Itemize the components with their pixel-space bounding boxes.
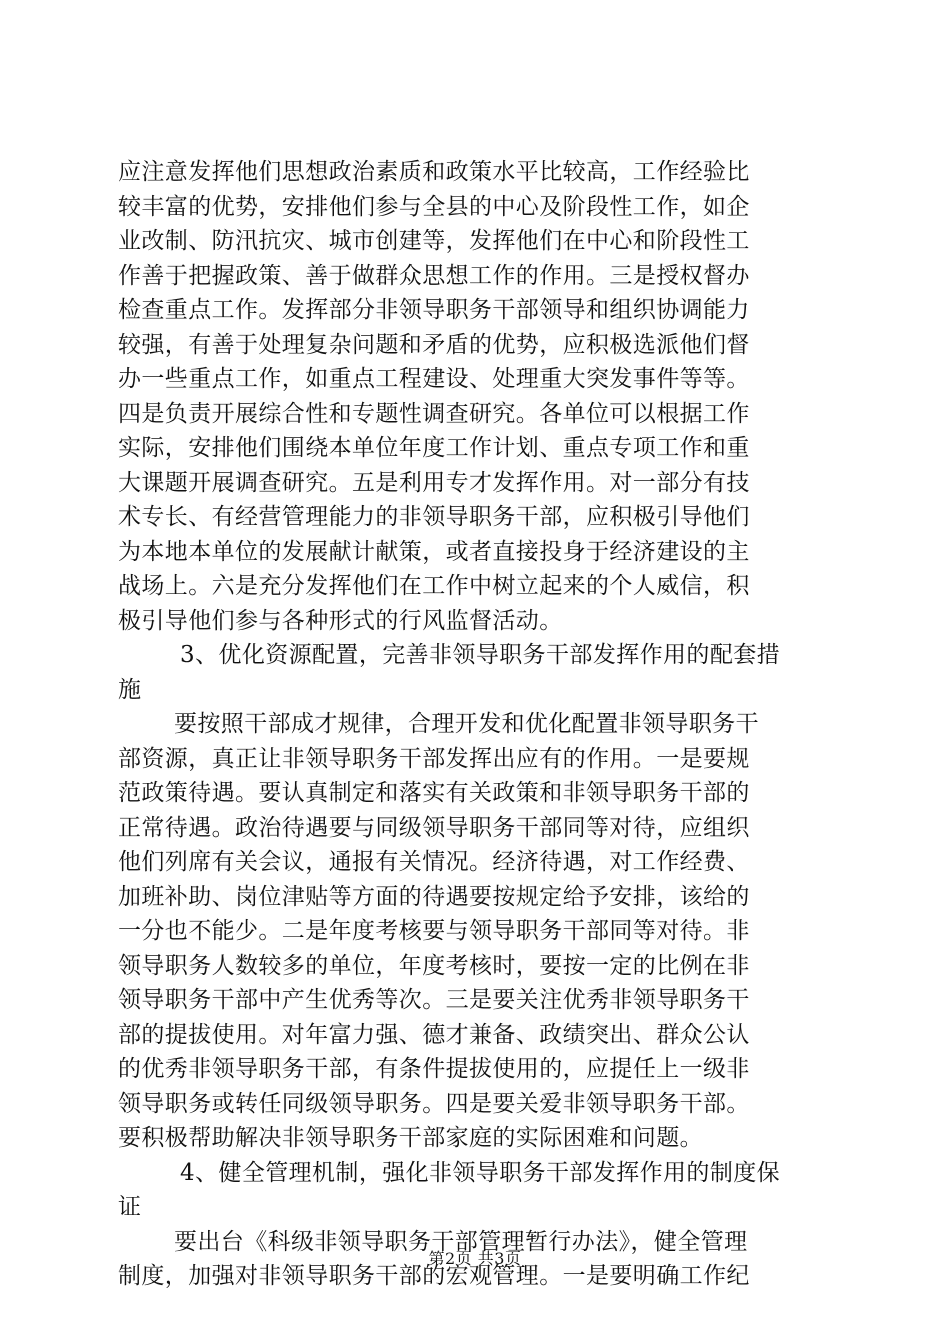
text-line: 领导职务人数较多的单位，年度考核时，要按一定的比例在非 [118,952,750,979]
text-line: 大课题开展调查研究。五是利用专才发挥作用。对一部分有技 [118,469,750,496]
text-line: 一分也不能少。二是年度考核要与领导职务干部同等对待。非 [118,918,750,944]
section-heading-4-continued: 证 [118,1194,142,1220]
text-line: 领导职务干部中产生优秀等次。三是要关注优秀非领导职务干 [118,987,750,1013]
text-line: 极引导他们参与各种形式的行风监督活动。 [118,607,563,634]
text-line: 较丰富的优势，安排他们参与全县的中心及阶段性工作，如企 [118,193,750,220]
text-line: 要积极帮助解决非领导职务干部家庭的实际困难和问题。 [118,1125,703,1151]
text-line: 制度，加强对非领导职务干部的宏观管理。一是要明确工作纪 [118,1263,750,1289]
text-line: 部的提拔使用。对年富力强、德才兼备、政绩突出、群众公认 [118,1021,750,1048]
text-line: 他们列席有关会议，通报有关情况。经济待遇，对工作经费、 [118,849,750,875]
section-heading-4: 4、健全管理机制，强化非领导职务干部发挥作用的制度保 [180,1159,781,1186]
document-body [118,155,832,1294]
text-line: 正常待遇。政治待遇要与同级领导职务干部同等对待，应组织 [118,814,750,841]
text-line: 较强，有善于处理复杂问题和矛盾的优势，应积极选派他们督 [118,331,750,358]
text-line: 加班补助、岗位津贴等方面的待遇要按规定给予安排，该给的 [118,883,750,910]
text-line: 实际，安排他们围绕本单位年度工作计划、重点专项工作和重 [118,435,750,461]
text-line: 范政策待遇。要认真制定和落实有关政策和非领导职务干部的 [118,780,750,806]
text-line: 要出台《科级非领导职务干部管理暂行办法》，健全管理 [174,1228,748,1255]
text-line: 为本地本单位的发展献计献策，或者直接投身于经济建设的主 [118,538,750,565]
text-line: 业改制、防汛抗灾、城市创建等，发挥他们在中心和阶段性工 [118,228,750,254]
text-line: 部资源，真正让非领导职务干部发挥出应有的作用。一是要规 [118,745,750,772]
section-heading-3-continued: 施 [118,676,142,703]
text-line: 检查重点工作。发挥部分非领导职务干部领导和组织协调能力 [118,297,750,323]
text-line: 的优秀非领导职务干部，有条件提拔使用的，应提任上一级非 [118,1056,750,1082]
text-line: 领导职务或转任同级领导职务。四是要关爱非领导职务干部。 [118,1090,750,1117]
text-line: 要按照干部成才规律，合理开发和优化配置非领导职务干 [174,711,759,737]
section-heading-3: 3、优化资源配置，完善非领导职务干部发挥作用的配套措 [180,642,781,668]
text-line: 作善于把握政策、善于做群众思想工作的作用。三是授权督办 [118,262,750,289]
text-line: 办一些重点工作，如重点工程建设、处理重大突发事件等等。 [118,366,750,392]
text-line: 应注意发挥他们思想政治素质和政策水平比较高，工作经验比 [118,159,750,185]
text-line: 四是负责开展综合性和专题性调查研究。各单位可以根据工作 [118,400,750,427]
text-line: 战场上。六是充分发挥他们在工作中树立起来的个人威信，积 [118,573,750,599]
text-line: 术专长、有经营管理能力的非领导职务干部，应积极引导他们 [118,504,750,530]
page-number: 第2页 共3页 [428,1249,522,1268]
